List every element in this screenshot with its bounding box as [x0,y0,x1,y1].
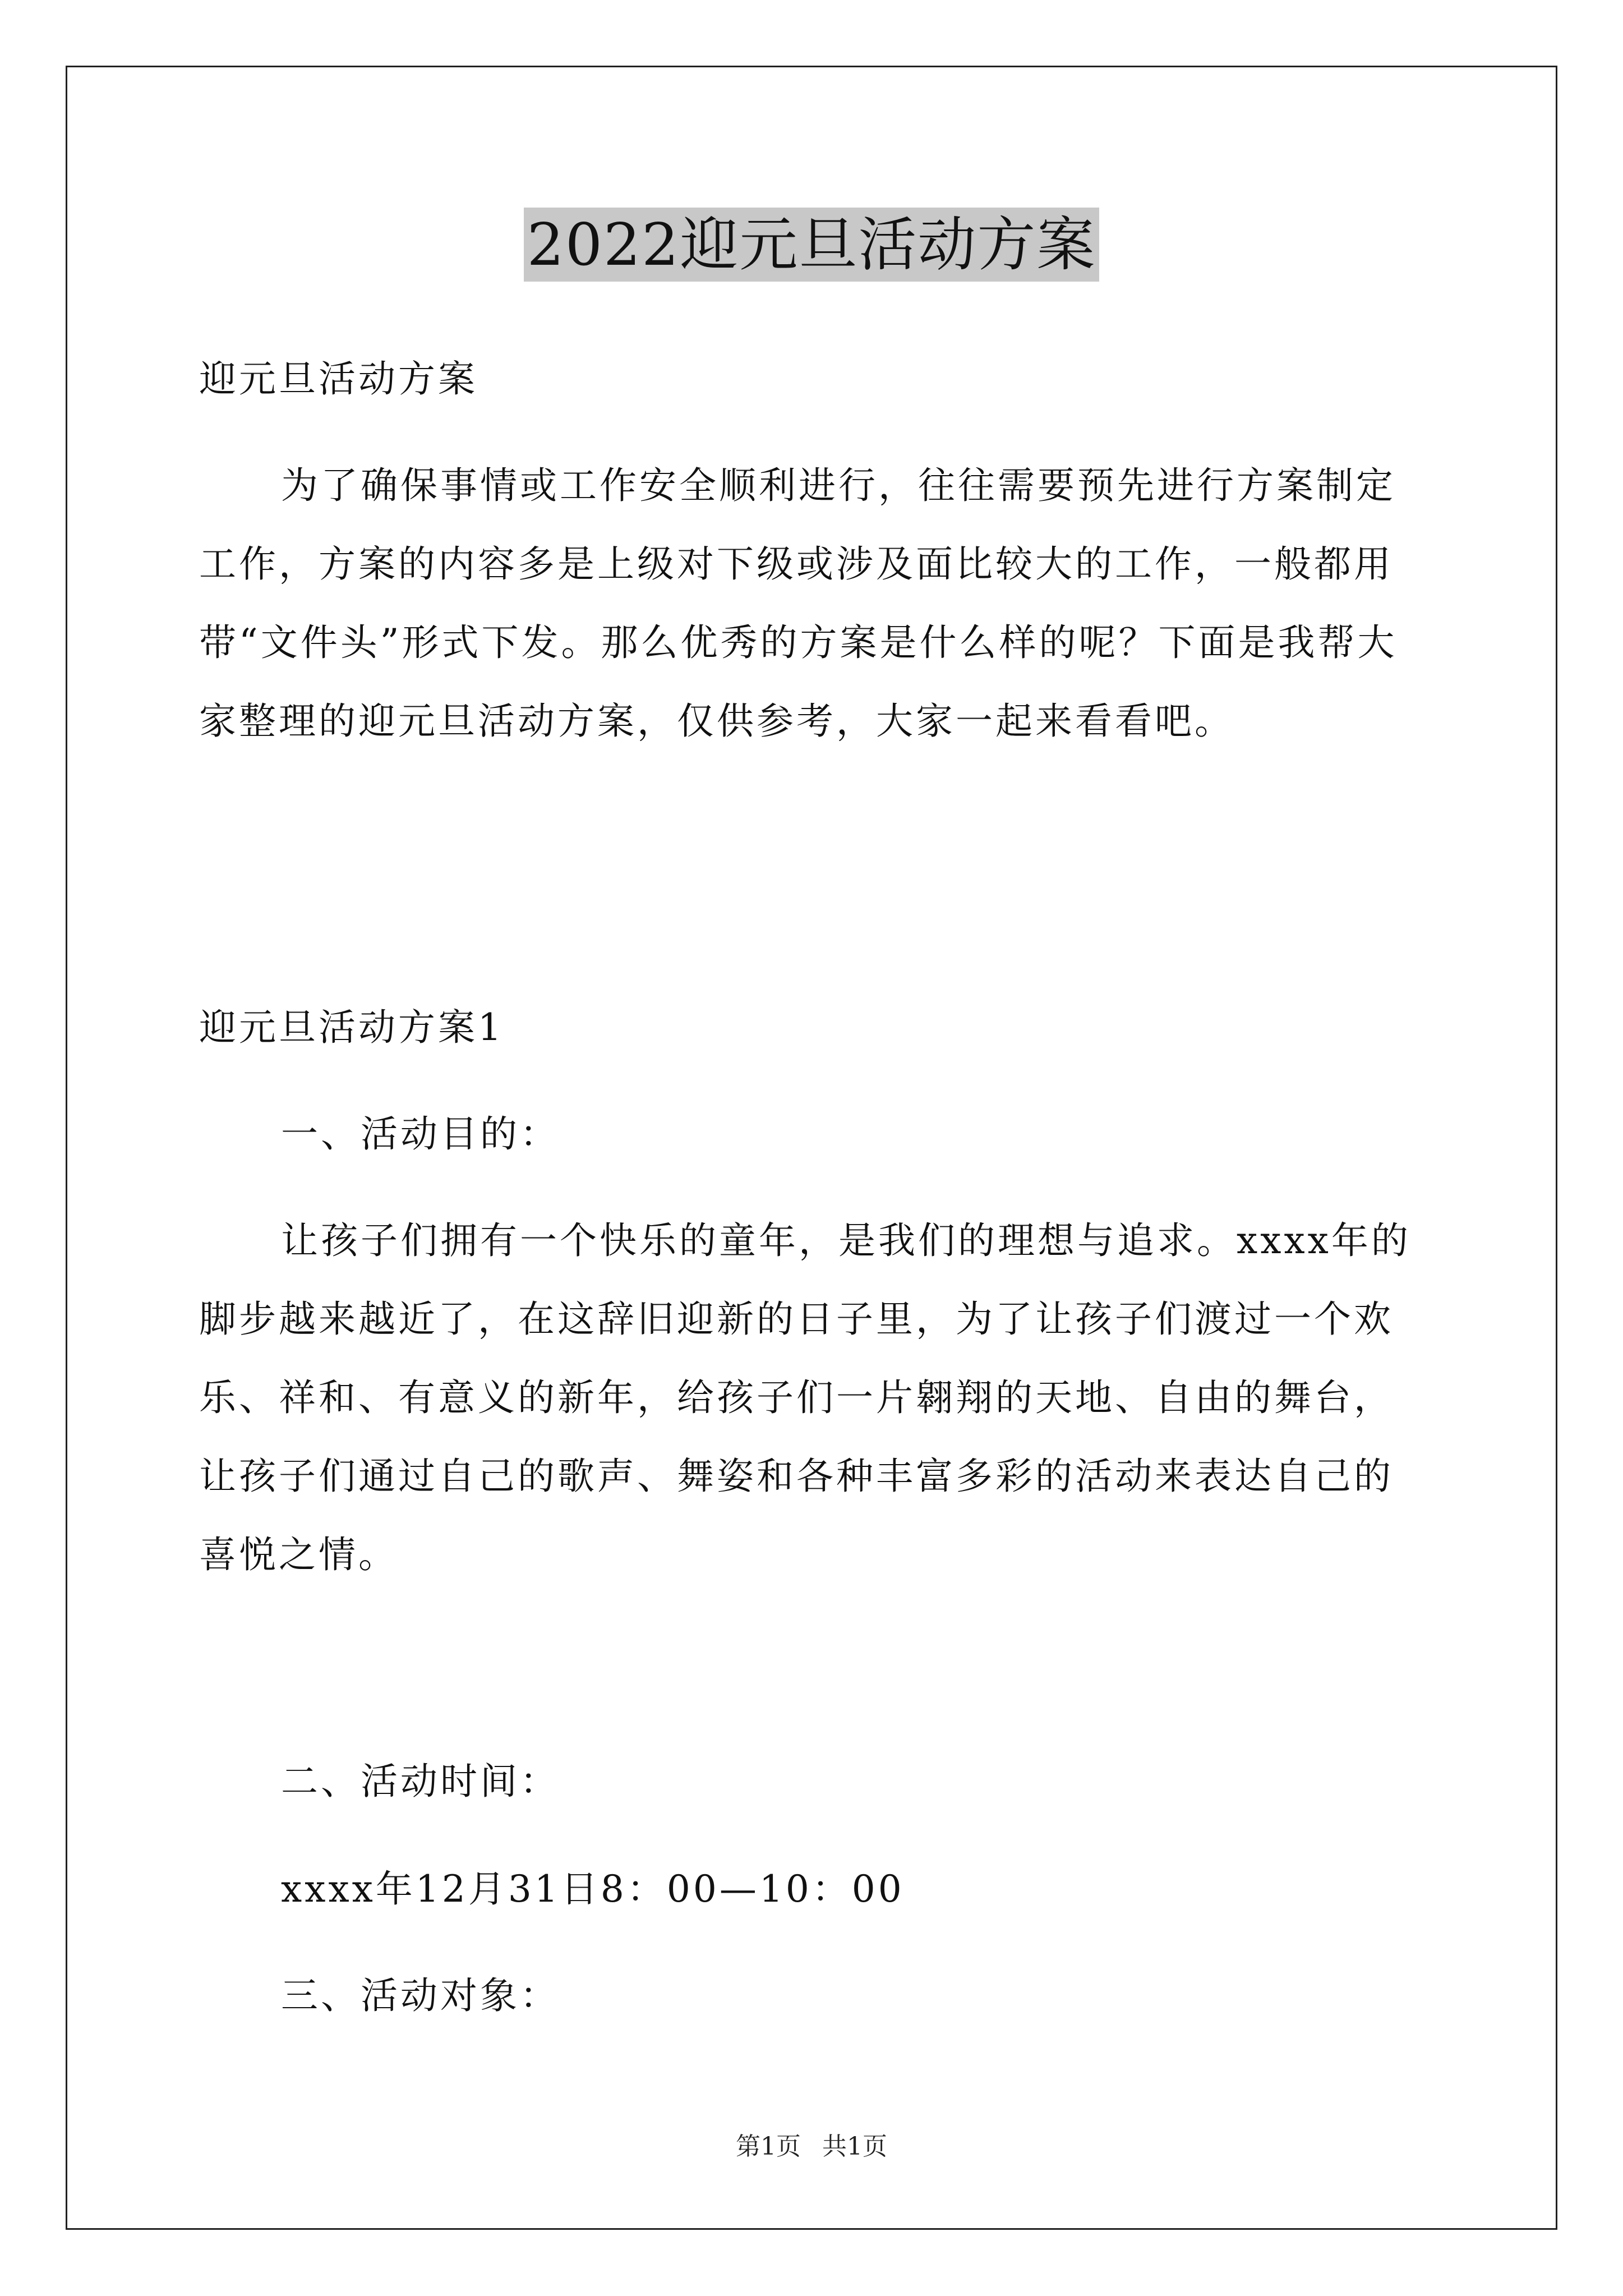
page-footer [0,2126,1623,2162]
title-container [0,208,1623,282]
time-paragraph: xxxx年12月31日8：00—10：00 [281,1867,905,1911]
section-heading-audience: 三、活动对象： [281,1974,560,2017]
intro-paragraph: 为了确保事情或工作安全顺利进行，往往需要预先进行方案制定工作，方案的内容多是上级对下级或涉及面比较大的工作，一般都用带“文件头”形式下发。那么优秀的方案是什么样的呢？下面是我帮大家整理的迎元旦活动方案，仅供参考，大家一起来看看吧。 [199,464,1398,743]
document-title: 2022迎元旦活动方案 [524,208,1100,282]
section-heading-time: 二、活动时间： [281,1760,560,1803]
total-pages: 共1页 [822,2132,887,2161]
section-heading-purpose: 一、活动目的： [281,1112,560,1156]
purpose-paragraph: 让孩子们拥有一个快乐的童年，是我们的理想与追求。xxxx年的脚步越来越近了，在这辞旧迎新的日子里，为了让孩子们渡过一个欢乐、祥和、有意义的新年，给孩子们一片翱翔的天地、自由的舞台，让孩子们通过自己的歌声、舞姿和各种丰富多彩的活动来表达自己的喜悦之情。 [199,1219,1411,1576]
section-heading: 迎元旦活动方案 [199,357,478,401]
plan-heading: 迎元旦活动方案1 [199,1006,504,1049]
page-number: 第1页 [736,2132,801,2161]
